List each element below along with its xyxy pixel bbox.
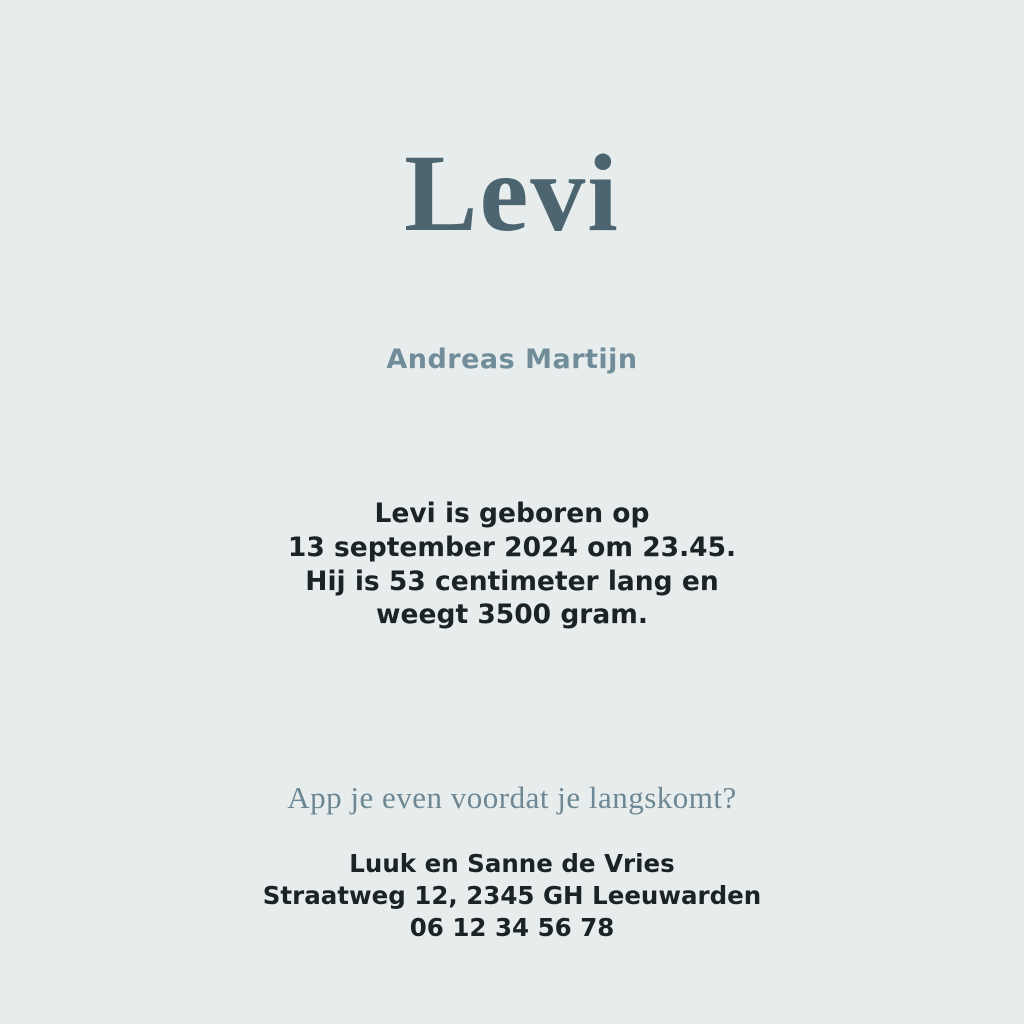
parents-contact-block [263,848,761,944]
birth-details-line-4: weegt 3500 gram. [376,599,648,631]
birth-details-line-1: Levi is geboren op [374,497,650,529]
middle-names: Andreas Martijn [386,343,638,375]
visit-question: App je even voordat je langskomt? [287,780,737,816]
birth-details [288,497,736,633]
birth-details-line-3: Hij is 53 centimeter lang en [305,565,719,597]
parents-names: Luuk en Sanne de Vries [349,849,675,879]
baby-name: Levi [404,132,620,254]
parents-phone: 06 12 34 56 78 [409,913,615,942]
birth-details-line-2: 13 september 2024 om 23.45. [287,531,737,563]
parents-address: Straatweg 12, 2345 GH Leeuwarden [262,881,762,911]
